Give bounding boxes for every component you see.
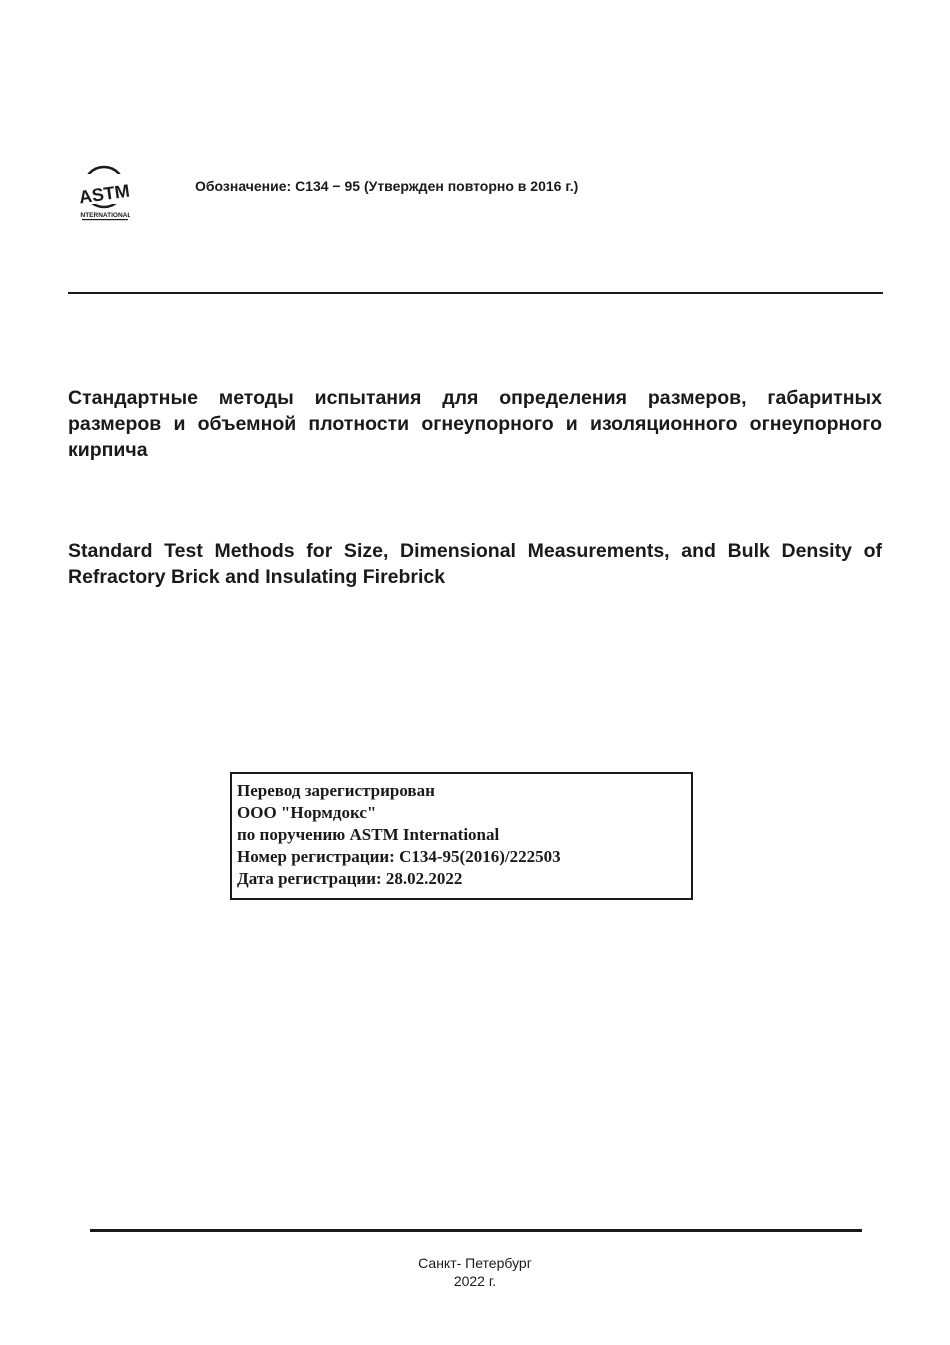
registration-line-date: Дата регистрации: 28.02.2022 xyxy=(237,869,463,888)
registration-line-commission: по поручению ASTM International xyxy=(237,825,500,844)
russian-title: Стандартные методы испытания для определения размеров, габаритных размеров и объемной плотности огнеупорного и изоляционного огнеупорного кирпича xyxy=(68,387,882,461)
svg-text:INTERNATIONAL: INTERNATIONAL xyxy=(80,212,130,219)
english-title: Standard Test Methods for Size, Dimensional Measurements, and Bulk Density of Refractory Brick and Insulating Firebrick xyxy=(68,540,882,588)
registration-line-translated: Перевод зарегистрирован xyxy=(237,781,435,800)
registration-line-company: ООО "Нормдокс" xyxy=(237,803,377,822)
standard-designation: Обозначение: C134 − 95 (Утвержден повторно в 2016 г.) xyxy=(195,178,579,194)
astm-logo xyxy=(80,164,130,222)
svg-text:ASTM: ASTM xyxy=(80,180,130,208)
footer-city: Санкт- Петербург xyxy=(418,1255,532,1271)
footer-year: 2022 г. xyxy=(453,1273,497,1289)
astm-logo-icon xyxy=(80,164,130,222)
footer-divider xyxy=(90,1229,862,1232)
registration-line-number: Номер регистрации: C134-95(2016)/222503 xyxy=(237,847,561,866)
registration-stamp-box xyxy=(230,772,693,900)
header-divider xyxy=(68,292,883,294)
